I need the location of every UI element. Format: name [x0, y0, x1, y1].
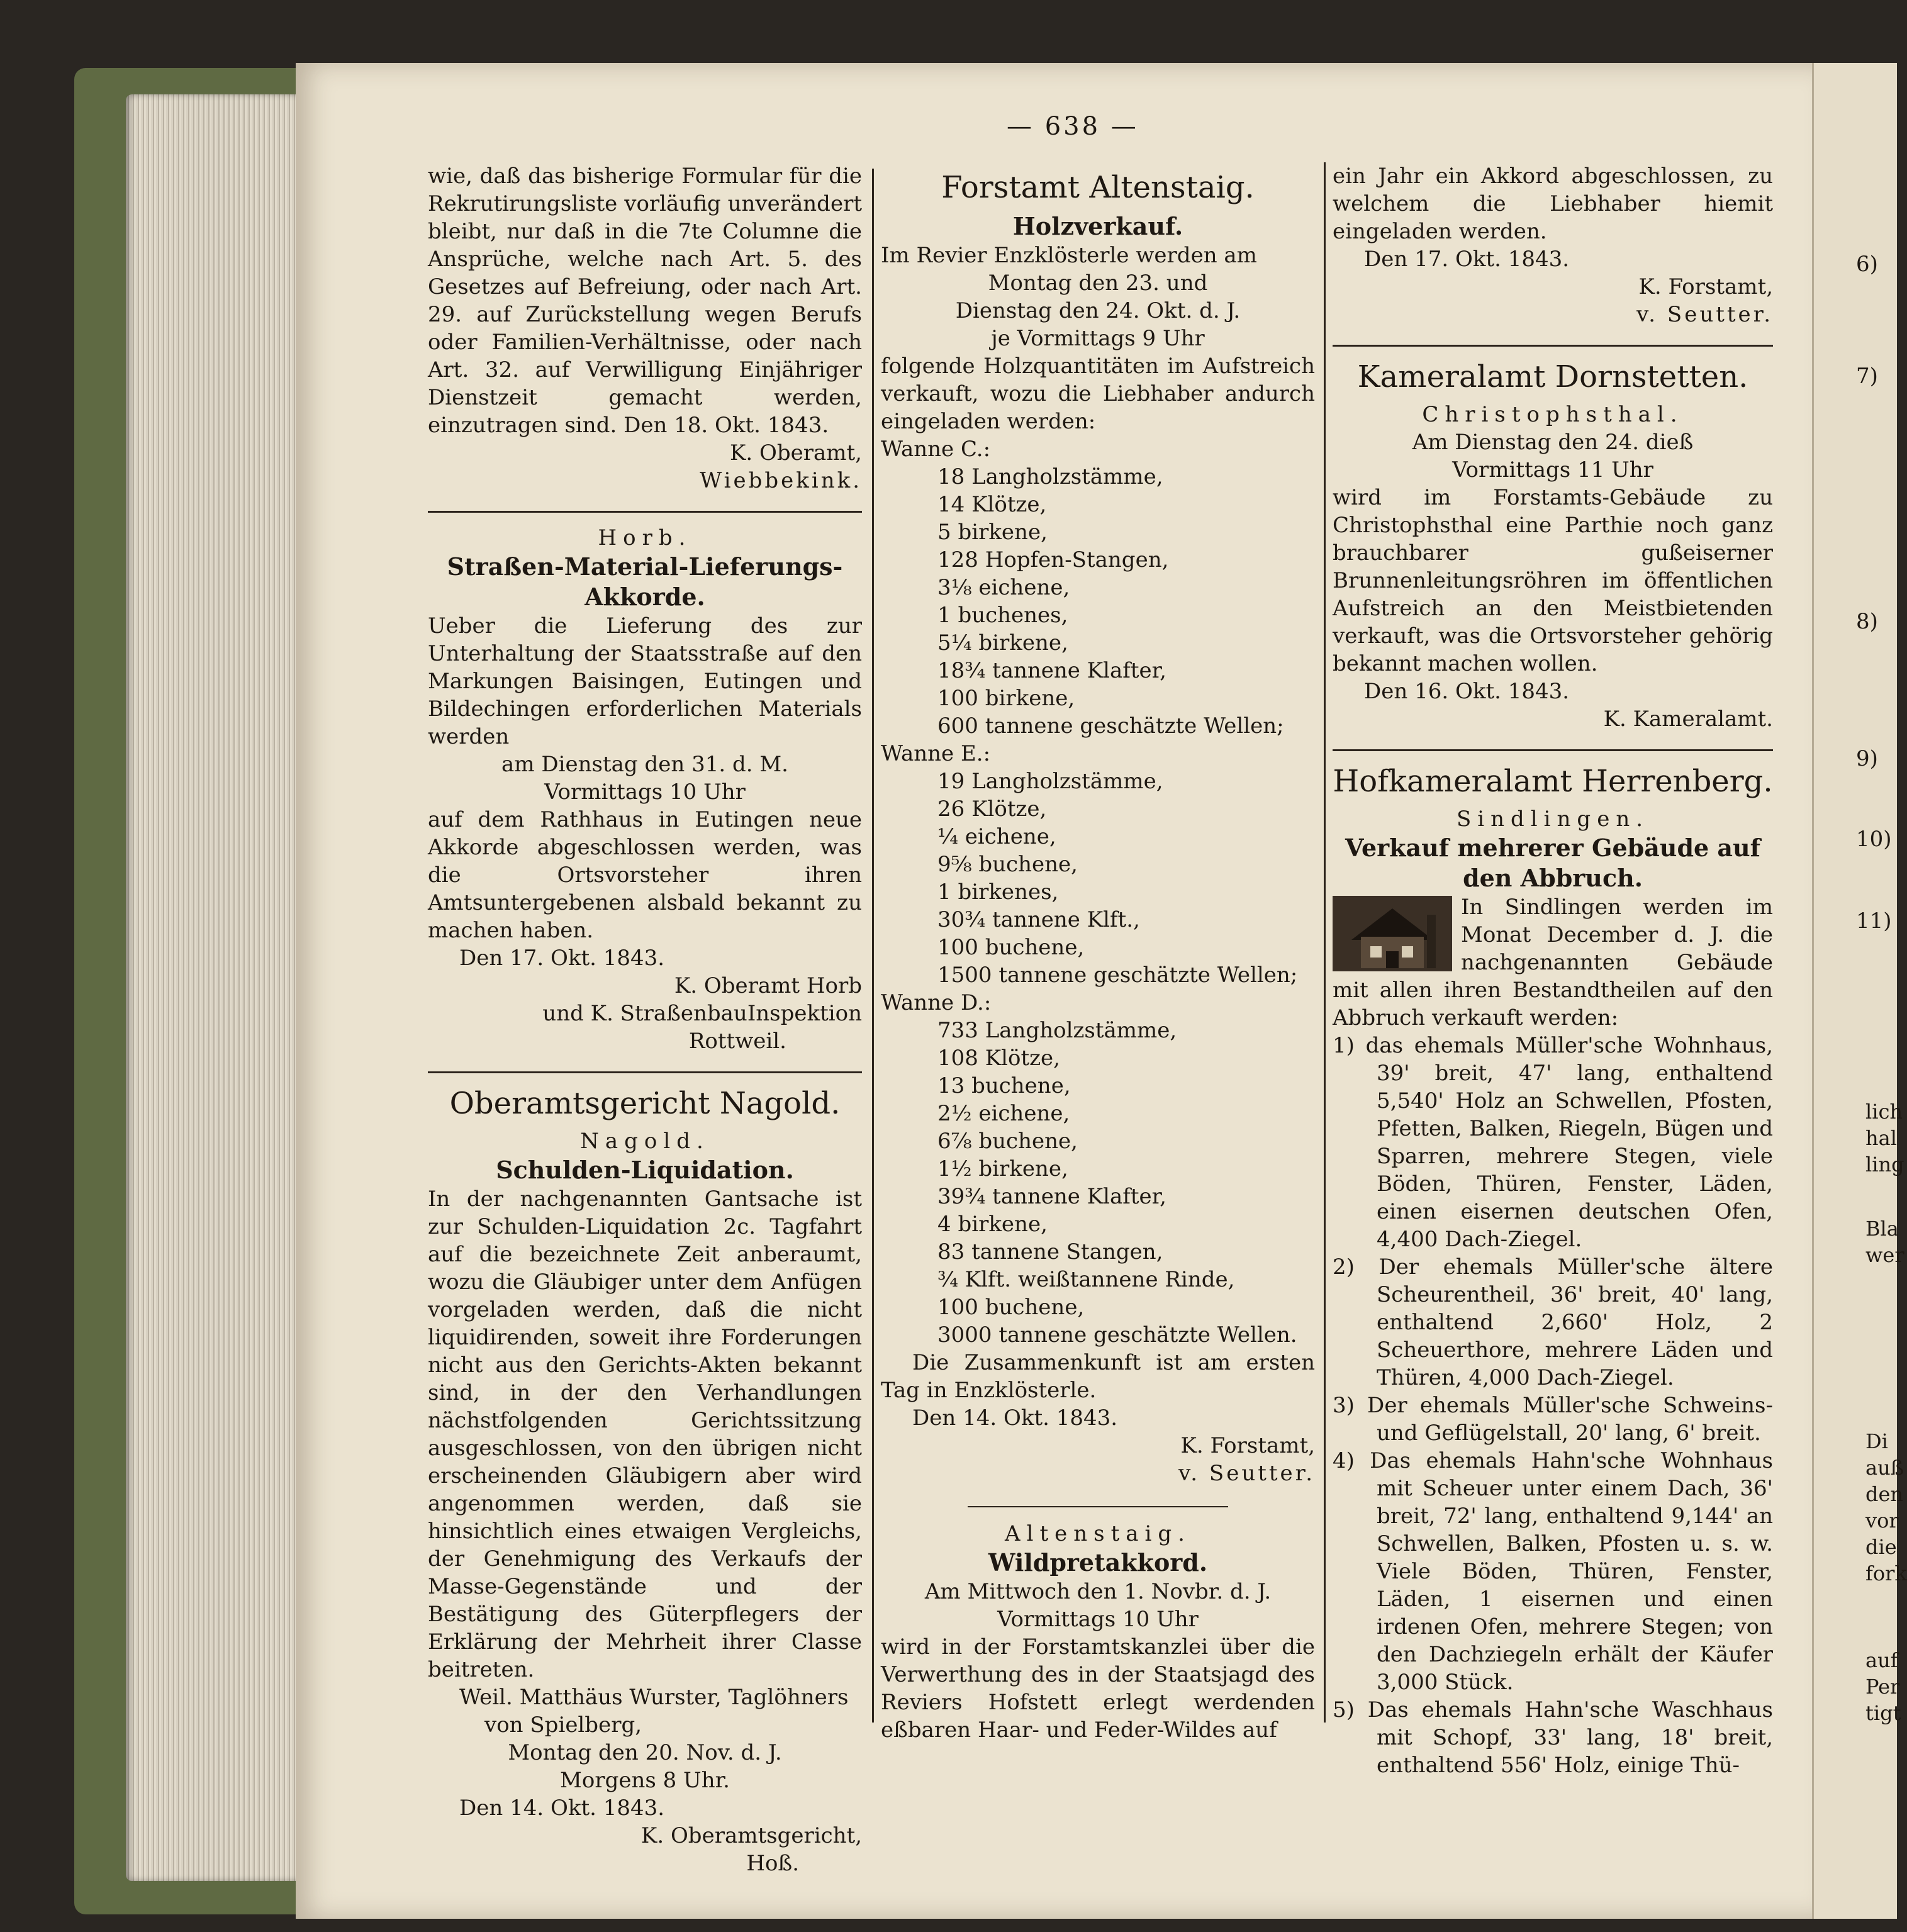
- list-item: 108 Klötze,: [937, 1046, 1060, 1071]
- margin-number: 6): [1856, 252, 1878, 277]
- lot-heading: Wanne D.:: [881, 990, 992, 1015]
- list-item: 5¼ birkene,: [937, 630, 1068, 656]
- lot-list-c: [881, 463, 1315, 740]
- notice-text: In Sindlingen werden im Monat December d. J. die nachgenannten Gebäude mit allen ihren Bestandtheilen auf den Abbruch verkauft werden:: [1333, 895, 1773, 1030]
- signature: Wiebbekink.: [700, 468, 862, 493]
- margin-word: tigt: [1865, 1701, 1901, 1725]
- margin-word: ling: [1865, 1153, 1904, 1176]
- signature: und K. StraßenbauInspektion: [542, 1001, 862, 1026]
- list-item: 83 tannene Stangen,: [937, 1239, 1163, 1265]
- list-item: 1500 tannene geschätzte Wellen;: [937, 963, 1298, 988]
- divider: [428, 1071, 862, 1073]
- column-2: [881, 169, 1315, 1744]
- list-item: 1½ birkene,: [937, 1156, 1068, 1181]
- margin-word: wer: [1865, 1243, 1904, 1267]
- list-item: 100 buchene,: [937, 1295, 1085, 1320]
- margin-word: hal: [1865, 1126, 1897, 1150]
- place-name: Nagold.: [580, 1129, 710, 1154]
- signature: K. Forstamt,: [1180, 1433, 1315, 1458]
- section-heading: Forstamt Altenstaig.: [941, 170, 1255, 205]
- signature: v. Seutter.: [1178, 1461, 1315, 1486]
- list-item: 2) Der ehemals Müller'sche ältere Scheurentheil, 36' breit, 40' lang, enthaltend 2,660' Holz, 2 Scheuerthore, mehrere Läden und Thüren, 4,000 Dach-Ziegel.: [1333, 1254, 1773, 1390]
- margin-word: Di: [1865, 1429, 1888, 1453]
- dated-line: Den 14. Okt. 1843.: [459, 1795, 665, 1821]
- margin-number: 11): [1856, 908, 1892, 934]
- list-item: 733 Langholzstämme,: [937, 1018, 1177, 1043]
- list-item: 4 birkene,: [937, 1212, 1048, 1237]
- margin-number: 7): [1856, 364, 1878, 389]
- house-woodcut-icon: [1333, 896, 1452, 971]
- list-item: 5) Das ehemals Hahn'sche Waschhaus mit Schopf, 33' lang, 18' breit, enthaltend 556' Holz, einige Thü-: [1333, 1697, 1773, 1778]
- section-heading: Oberamtsgericht Nagold.: [449, 1086, 841, 1121]
- list-item: 14 Klötze,: [937, 492, 1047, 517]
- date-line: Dienstag den 24. Okt. d. J.: [955, 298, 1241, 323]
- margin-number: 9): [1856, 746, 1878, 771]
- divider: [968, 1506, 1228, 1507]
- list-item: 128 Hopfen-Stangen,: [937, 547, 1169, 572]
- dated-line: Den 16. Okt. 1843.: [1364, 679, 1570, 704]
- margin-word: den: [1865, 1482, 1904, 1506]
- notice-text: Ueber die Lieferung des zur Unterhaltung der Staatsstraße auf den Markungen Baisingen, Eutingen und Bildechingen erforderlichen Materials werden: [428, 613, 862, 749]
- list-item: 18¾ tannene Klafter,: [937, 658, 1166, 683]
- list-item: 3) Der ehemals Müller'sche Schweins- und Geflügelstall, 20' lang, 6' breit.: [1333, 1393, 1773, 1446]
- list-item: 3⅛ eichene,: [937, 575, 1070, 600]
- date-line: Am Mittwoch den 1. Novbr. d. J.: [924, 1579, 1272, 1604]
- margin-word: lich: [1865, 1100, 1903, 1124]
- notice-text: wird in der Forstamtskanzlei über die Verwerthung des in der Staatsjagd des Reviers Hofstett erlegt werdenden eßbaren Haar- und Feder-Wildes auf: [881, 1634, 1315, 1743]
- lot-list-d: [881, 1017, 1315, 1349]
- margin-word: vor: [1865, 1509, 1899, 1533]
- margin-word: auf: [1865, 1648, 1898, 1672]
- signature: K. Forstamt,: [1638, 274, 1773, 299]
- margin-number: 10): [1856, 827, 1892, 852]
- divider: [1333, 345, 1773, 347]
- section-heading: Hofkameralamt Herrenberg.: [1333, 764, 1773, 799]
- margin-word: fork: [1865, 1561, 1907, 1585]
- signature: Rottweil.: [688, 1029, 786, 1054]
- date-line: am Dienstag den 31. d. M.: [501, 752, 788, 777]
- list-item: 9⅝ buchene,: [937, 852, 1078, 877]
- signature: Hoß.: [746, 1851, 799, 1876]
- date-line: Montag den 20. Nov. d. J.: [508, 1740, 782, 1765]
- list-item: 100 birkene,: [937, 686, 1075, 711]
- signature: v. Seutter.: [1636, 302, 1773, 327]
- margin-word: Per: [1865, 1675, 1900, 1699]
- signature: K. Kameralamt.: [1603, 706, 1773, 732]
- debtor-origin: von Spielberg,: [484, 1712, 642, 1738]
- notice-title: Schulden-Liquidation.: [496, 1156, 794, 1184]
- lot-heading: Wanne E.:: [881, 741, 991, 766]
- time-line: Vormittags 10 Uhr: [997, 1607, 1199, 1632]
- notice-text: Die Zusammenkunft ist am ersten Tag in Enzklösterle.: [881, 1350, 1315, 1403]
- notice-title: Verkauf mehrerer Gebäude auf den Abbruch.: [1345, 834, 1761, 892]
- notice-text: ein Jahr ein Akkord abgeschlossen, zu welchem die Liebhaber hiemit eingeladen werden.: [1333, 164, 1773, 244]
- list-item: ¾ Klft. weißtannene Rinde,: [937, 1267, 1235, 1292]
- facing-page: [1812, 63, 1900, 1919]
- list-item: 4) Das ehemals Hahn'sche Wohnhaus mit Scheuer unter einem Dach, 36' breit, 72' lang, enthaltend 9,144' an Schwellen, Balken, Pfosten u. s. w. Viele Böden, Thüren, Fenster, Läden, 1 eisernen und einen irdenen Ofen, mehrere Stegen; von den Dachziegeln erhält der Käufer 3,000 Stück.: [1333, 1448, 1773, 1695]
- list-item: 19 Langholzstämme,: [937, 769, 1163, 794]
- debtor-name: Weil. Matthäus Wurster, Taglöhners: [459, 1685, 849, 1710]
- list-item: 26 Klötze,: [937, 796, 1047, 822]
- list-item: 100 buchene,: [937, 935, 1085, 960]
- section-heading: Kameralamt Dornstetten.: [1357, 359, 1748, 394]
- margin-word: die: [1865, 1535, 1897, 1559]
- notice-text: wird im Forstamts-Gebäude zu Christophsthal eine Parthie noch ganz brauchbarer gußeiserner Brunnenleitungsröhren im öffentlichen Aufstreich an den Meistbietenden verkauft, was die Ortsvorsteher gehörig bekannt machen wollen.: [1333, 485, 1773, 676]
- place-name: Horb.: [598, 525, 692, 550]
- margin-word: Bla: [1865, 1217, 1899, 1241]
- time-line: je Vormittags 9 Uhr: [991, 326, 1205, 351]
- notice-text: Im Revier Enzklösterle werden am: [881, 243, 1257, 268]
- list-item: 30¾ tannene Klft.,: [937, 907, 1140, 932]
- page-edges: [126, 94, 315, 1881]
- list-item: 13 buchene,: [937, 1073, 1071, 1098]
- dated-line: Den 14. Okt. 1843.: [912, 1405, 1118, 1431]
- list-item: 600 tannene geschätzte Wellen;: [937, 713, 1284, 739]
- list-item: 5 birkene,: [937, 520, 1048, 545]
- notice-title: Wildpretakkord.: [988, 1548, 1208, 1577]
- signature: K. Oberamtsgericht,: [640, 1823, 862, 1848]
- notice-text: auf dem Rathhaus in Eutingen neue Akkorde abgeschlossen werden, was die Ortsvorsteher ihren Amtsuntergebenen alsbald bekannt zu machen haben.: [428, 807, 862, 943]
- date-line: Am Dienstag den 24. dieß: [1412, 430, 1694, 455]
- column-1: [428, 162, 862, 1877]
- notice-title: Holzverkauf.: [1012, 212, 1183, 240]
- dated-line: Den 17. Okt. 1843.: [1364, 247, 1570, 272]
- column-3: [1333, 162, 1773, 1779]
- time-line: Morgens 8 Uhr.: [560, 1768, 730, 1793]
- dated-line: Den 17. Okt. 1843.: [459, 946, 665, 971]
- list-item: ¼ eichene,: [937, 824, 1056, 849]
- signature: K. Oberamt Horb: [674, 973, 862, 998]
- lot-heading: Wanne C.:: [881, 437, 991, 462]
- place-name: Sindlingen.: [1456, 807, 1650, 832]
- column-divider: [1324, 162, 1326, 1723]
- page-number: — 638 —: [1007, 112, 1139, 141]
- time-line: Vormittags 10 Uhr: [544, 779, 746, 805]
- column-divider: [872, 169, 874, 1723]
- list-item: 1 buchenes,: [937, 603, 1068, 628]
- notice-text: wie, daß das bisherige Formular für die Rekrutirungsliste vorläufig unverändert bleibt, nur daß in die 7te Columne die Ansprüche, welche nach Art. 5. des Gesetzes auf Befreiung, oder nach Art. 29. auf Zurückstellung wegen Berufs oder Familien-Verhältnisse, oder nach Art. 32. auf Verwilligung Einjähriger Dienstzeit gemacht werden, einzutragen sind. Den 18. Okt. 1843.: [428, 164, 862, 438]
- time-line: Vormittags 11 Uhr: [1452, 457, 1653, 483]
- divider: [428, 511, 862, 513]
- list-item: 18 Langholzstämme,: [937, 464, 1163, 489]
- lot-list-e: [881, 768, 1315, 989]
- list-item: 1) das ehemals Müller'sche Wohnhaus, 39' breit, 47' lang, enthaltend 5,540' Holz an Schwellen, Pfosten, Pfetten, Balken, Riegeln, Bügen und Sparren, mehrere Stegen, viele Böden, Thüren, Fenster, Läden, einen eisernen deutschen Ofen, 4,400 Dach-Ziegel.: [1333, 1033, 1773, 1252]
- place-name: Altenstaig.: [1005, 1521, 1191, 1546]
- list-item: 2½ eichene,: [937, 1101, 1070, 1126]
- intro-paragraph: [1333, 893, 1773, 1032]
- list-item: 39¾ tannene Klafter,: [937, 1184, 1166, 1209]
- list-item: 6⅞ buchene,: [937, 1129, 1078, 1154]
- notice-title: Straßen-Material-Lieferungs-Akkorde.: [447, 552, 843, 611]
- place-name: Christophsthal.: [1422, 402, 1684, 427]
- date-line: Montag den 23. und: [988, 271, 1208, 296]
- divider: [1333, 749, 1773, 751]
- notice-text: In der nachgenannten Gantsache ist zur Schulden-Liquidation 2c. Tagfahrt auf die bezeichnete Zeit anberaumt, wozu die Gläubiger unter dem Anfügen vorgeladen werden, daß die nicht liquidirenden, soweit ihre Forderungen nicht aus den Gerichts-Akten bekannt sind, in der den Verhandlungen nächstfolgenden Gerichtssitzung ausgeschlossen, von den übrigen nicht erscheinenden Gläubigern aber wird angenommen werden, daß sie hinsichtlich eines etwaigen Vergleichs, der Genehmigung des Verkaufs der Masse-Gegenstände und der Bestätigung des Güterpflegers der Erklärung der Mehrheit ihrer Classe beitreten.: [428, 1187, 862, 1682]
- signature: K. Oberamt,: [729, 440, 862, 466]
- list-item: 1 birkenes,: [937, 879, 1059, 905]
- margin-number: 8): [1856, 609, 1878, 634]
- notice-text: folgende Holzquantitäten im Aufstreich verkauft, wozu die Liebhaber andurch eingeladen werden:: [881, 354, 1315, 434]
- margin-word: auß: [1865, 1456, 1904, 1480]
- list-item: 3000 tannene geschätzte Wellen.: [937, 1322, 1297, 1348]
